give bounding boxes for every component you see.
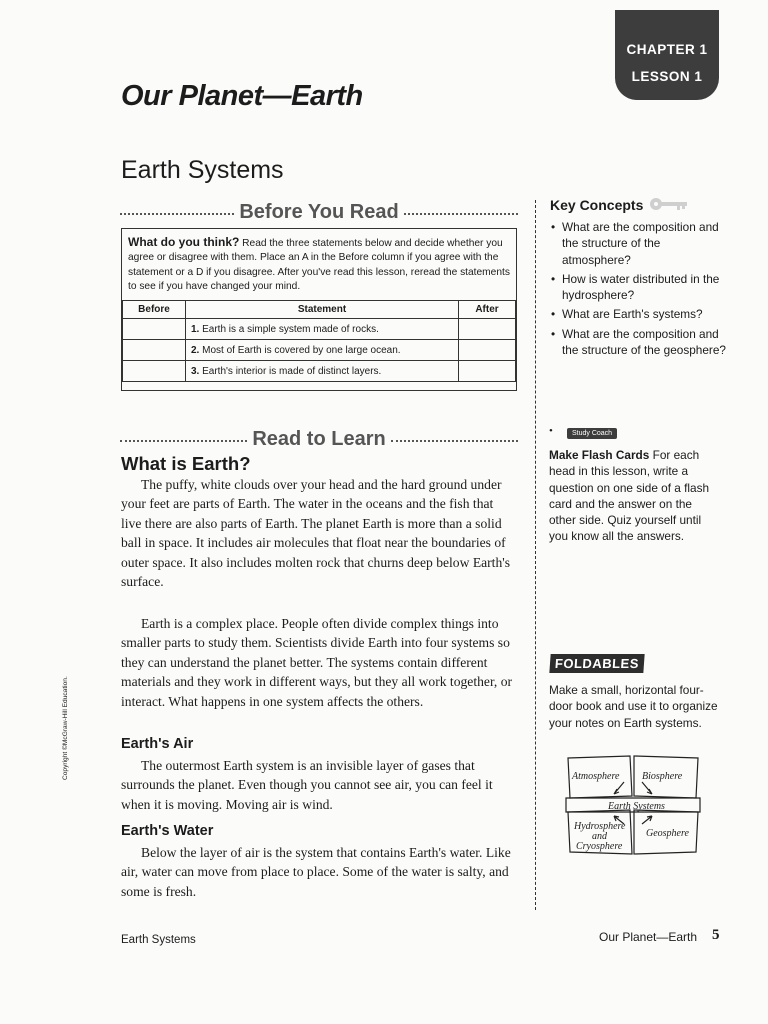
footer-section-name: Earth Systems xyxy=(121,934,196,946)
statement-cell-1 xyxy=(186,319,459,340)
flash-cards-text: For each head in this lesson, write a question on one side of a flash card and the answer on the other side. Quiz yourself until you know all the answers. xyxy=(549,448,710,544)
key-icon xyxy=(649,196,689,212)
key-concept-item: • What are the composition and the structure of the geosphere? xyxy=(549,326,729,359)
chapter-lesson-tab xyxy=(615,10,719,100)
statement-text: Earth's interior is made of distinct layers. xyxy=(202,365,382,377)
key-concept-item: • What are the composition and the structure of the atmosphere? xyxy=(549,219,729,268)
statement-number: 2. xyxy=(191,344,200,356)
header-statement: Statement xyxy=(186,301,459,319)
chapter-title: Our Planet—Earth xyxy=(121,80,363,112)
header-after: After xyxy=(459,301,516,319)
table-row xyxy=(123,361,516,382)
foldable-hydro-line3: Cryosphere xyxy=(576,841,623,852)
read-to-learn-banner xyxy=(120,424,518,454)
header-before: Before xyxy=(123,301,186,319)
banner-dots-left xyxy=(120,440,247,442)
earths-air-heading: Earth's Air xyxy=(121,736,194,752)
before-cell-3[interactable] xyxy=(123,361,186,382)
statement-text: Earth is a simple system made of rocks. xyxy=(202,323,379,335)
after-cell-1[interactable] xyxy=(459,319,516,340)
arrow-biosphere-icon xyxy=(642,782,652,794)
copyright-notice: Copyright ©McGraw-Hill Education. xyxy=(62,676,69,780)
flash-cards-title: Make Flash Cards xyxy=(549,448,650,462)
banner-dots-left xyxy=(120,213,234,215)
key-concepts-title: Key Concepts xyxy=(550,197,644,213)
flash-cards-tip xyxy=(549,447,721,545)
foldable-center: Earth Systems xyxy=(608,801,665,812)
banner-dots-right xyxy=(404,213,518,215)
before-cell-1[interactable] xyxy=(123,319,186,340)
before-you-read-label: Before You Read xyxy=(239,200,399,223)
what-do-you-think-box xyxy=(121,228,517,391)
table-header-row xyxy=(123,301,516,319)
table-row xyxy=(123,319,516,340)
arrow-geosphere-icon xyxy=(642,816,652,824)
foldable-atmosphere: Atmosphere xyxy=(572,771,620,782)
water-paragraph: Below the layer of air is the system that contains Earth's water. Like air, water can move from place to place. Some of the water is salty, and some is fresh. xyxy=(121,845,511,899)
chapter-label: CHAPTER 1 xyxy=(626,42,708,57)
key-concept-item: • How is water distributed in the hydrosphere? xyxy=(549,271,729,304)
column-divider xyxy=(535,200,536,910)
before-cell-2[interactable] xyxy=(123,340,186,361)
key-concept-item: • What are Earth's systems? xyxy=(549,306,729,322)
statement-table xyxy=(122,300,516,382)
prompt-text: Read the three statements below and decide whether you agree or disagree with them. Place an A in the Before column if you agree with the statement or a D if you disagree. After you've read this lesson, reread the statements to see if you have changed your mind. xyxy=(128,238,510,293)
statement-number: 3. xyxy=(191,365,200,377)
footer-chapter-name: Our Planet—Earth xyxy=(599,930,698,944)
study-coach-bullet-icon: • xyxy=(549,425,553,437)
statement-number: 1. xyxy=(191,323,200,335)
foldable-geosphere: Geosphere xyxy=(646,828,689,839)
foldables-text: Make a small, horizontal four-door book and use it to organize your notes on Earth systems. xyxy=(549,683,718,730)
paragraph-2: Earth is a complex place. People often divide complex things into smaller parts to study them. Scientists divide Earth into four systems so they can understand the planet better. The systems contain different materials and they work in different ways, but they all work together, or interact. What happens in one system affects the others. xyxy=(121,616,513,709)
page-number: 5 xyxy=(712,927,720,943)
air-paragraph: The outermost Earth system is an invisible layer of gases that surrounds the planet. Even though you cannot see air, you can feel it when it is moving. Moving air is wind. xyxy=(121,758,493,812)
statement-cell-2 xyxy=(186,340,459,361)
foldable-diagram xyxy=(562,752,704,860)
what-is-earth-heading: What is Earth? xyxy=(121,453,251,474)
prompt-bold: What do you think? xyxy=(128,235,240,249)
foldable-hydro-line2: and xyxy=(592,831,607,842)
read-to-learn-label: Read to Learn xyxy=(252,427,386,450)
after-cell-2[interactable] xyxy=(459,340,516,361)
banner-dots-right xyxy=(391,440,518,442)
foldables-logo: FOLDABLES xyxy=(549,654,644,673)
statement-cell-3 xyxy=(186,361,459,382)
foldable-hydro-line1: Hydrosphere xyxy=(574,821,626,832)
after-cell-3[interactable] xyxy=(459,361,516,382)
key-concepts-list xyxy=(549,219,729,361)
table-row xyxy=(123,340,516,361)
lesson-label: LESSON 1 xyxy=(631,69,703,84)
paragraph-1: The puffy, white clouds over your head and the hard ground under your feet are parts of Earth. The water in the oceans and the fish that live there are also parts of Earth. The planet Earth is more than a solid ball in space. It includes air molecules that float near the boundaries of outer space. It also includes molten rock that churns deep below Earth's surface. xyxy=(121,477,510,590)
arrow-atmosphere-icon xyxy=(614,782,624,794)
earths-water-heading: Earth's Water xyxy=(121,823,214,839)
before-you-read-banner xyxy=(120,197,518,227)
section-title: Earth Systems xyxy=(121,156,284,184)
what-do-you-think-prompt xyxy=(128,235,510,295)
study-coach-badge: Study Coach xyxy=(567,428,617,439)
foldable-biosphere: Biosphere xyxy=(642,771,683,782)
statement-text: Most of Earth is covered by one large ocean. xyxy=(202,344,401,356)
